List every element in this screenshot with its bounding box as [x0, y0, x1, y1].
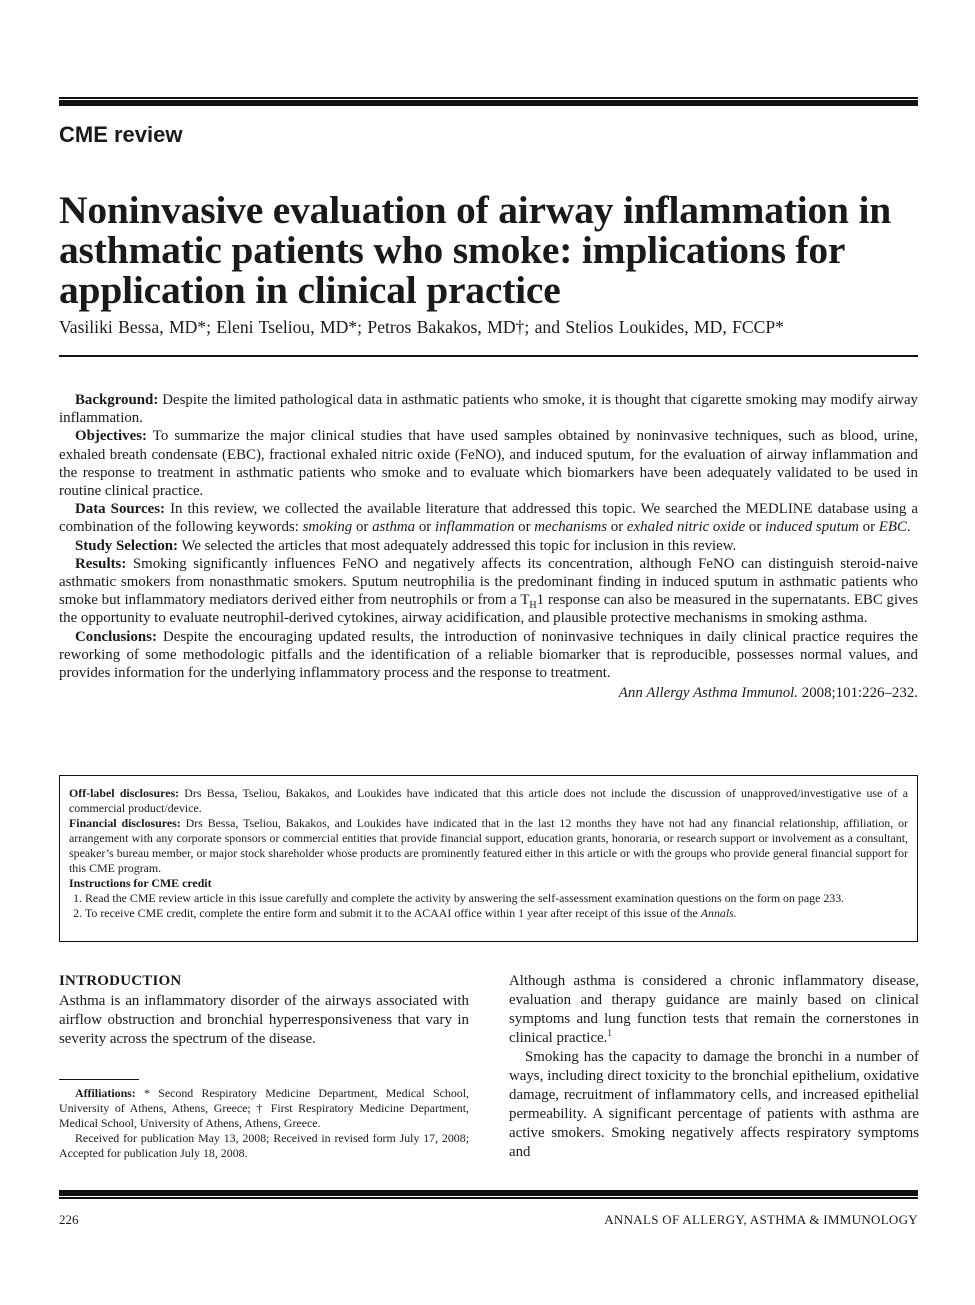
- keyword-exhaled-no: exhaled nitric oxide: [626, 519, 746, 536]
- bottom-rule: [59, 1190, 918, 1199]
- results-subscript: H: [529, 600, 537, 612]
- period: .: [906, 519, 911, 536]
- abstract-study-selection: [59, 537, 918, 555]
- affiliations-text: * Second Respiratory Medicine Department, Medical School, University of Athens, Athens, Greece; † First Respiratory Medicine Department, Medical School, University of Athens, Athens, Greece.: [59, 1086, 469, 1130]
- abstract-objectives: [59, 427, 918, 500]
- affiliations-label: Affiliations:: [75, 1086, 136, 1100]
- results-text-2: 1 response can also be measured in the supernatants. EBC gives the opportunity to evaluate neutrophil-derived cytokines, airway acidification, and plausible protective mechanisms in smoking asthma.: [59, 592, 918, 627]
- section-label: CME review: [59, 122, 183, 147]
- offlabel-label: Off-label disclosures:: [69, 786, 180, 800]
- cme-item-2-text: To receive CME credit, complete the entire form and submit it to the ACAAI office within 1 year after receipt of this issue of the: [85, 906, 701, 920]
- background-label: Background:: [75, 392, 159, 408]
- affiliations-footnote: [59, 1086, 469, 1131]
- conclusions-text: Despite the encouraging updated results, the introduction of noninvasive techniques in daily clinical practice requires the reworking of some methodologic pitfalls and the identification of a reliable biomarker that is reproducible, possesses normal values, and provides information for the underlying inflammatory process and the response to treatment.: [59, 628, 918, 682]
- cme-heading: [69, 876, 908, 891]
- disclosure-box: [59, 775, 918, 942]
- citation-ref: 2008;101:226–232.: [798, 685, 918, 702]
- author-list: Vasiliki Bessa, MD*; Eleni Tseliou, MD*; Petros Bakakos, MD†; and Stelios Loukides, MD, FCCP*: [59, 317, 784, 337]
- introduction-heading: INTRODUCTION: [59, 973, 182, 989]
- datasources-text: In this review, we collected the available literature that addressed this topic. We searched the MEDLINE database using a combination of the following keywords:: [59, 501, 918, 536]
- footnotes: [59, 1079, 469, 1161]
- financial-disclosure: [69, 816, 908, 876]
- top-rule: [59, 97, 918, 106]
- conclusions-label: Conclusions:: [75, 628, 157, 645]
- abstract: [59, 391, 918, 702]
- or-word: or: [514, 519, 535, 536]
- cme-item-2-journal: Annals.: [700, 906, 737, 920]
- background-text: Despite the limited pathological data in asthmatic patients who smoke, it is thought that cigarette smoking may modify airway inflammation.: [59, 392, 918, 427]
- intro-paragraph: Asthma is an inflammatory disorder of the airways associated with airflow obstruction and bronchial hyperresponsiveness that vary in severity across the spectrum of the disease.: [59, 993, 469, 1047]
- citation-journal: Ann Allergy Asthma Immunol.: [618, 685, 799, 702]
- cme-heading-text: Instructions for CME credit: [69, 876, 212, 890]
- results-label: Results:: [75, 555, 127, 572]
- keyword-smoking: smoking: [302, 519, 353, 536]
- body-paragraph: Smoking has the capacity to damage the bronchi in a number of ways, including direct toxicity to the bronchial epithelium, oxidative damage, recruitment of inflammatory cells, and increased epithelial permeability. A significant percentage of patients with asthma are active smokers. Smoking negatively affects respiratory symptoms and: [509, 1049, 919, 1160]
- body-paragraph: [509, 972, 919, 1048]
- received-footnote: Received for publication May 13, 2008; Received in revised form July 17, 2008; Accepted for publication July 18, 2008.: [59, 1131, 469, 1160]
- keyword-mechanisms: mechanisms: [534, 519, 608, 536]
- studysel-text: We selected the articles that most adequately addressed this topic for inclusion in this review.: [178, 537, 737, 554]
- keyword-induced-sputum: induced sputum: [765, 519, 859, 536]
- objectives-text: To summarize the major clinical studies that have used samples obtained by noninvasive techniques, such as blood, urine, exhaled breath condensate (EBC), fractional exhaled nitric oxide (FeNO), and induced sputum, for the evaluation of airway inflammation and the response to treatment in asthmatic patients who smoke and to evaluate which biomarkers have been adequately validated to be used in routine clinical practice.: [59, 428, 918, 500]
- page-number: 226: [59, 1212, 79, 1227]
- or-word: or: [352, 519, 373, 536]
- abstract-citation: [59, 684, 918, 702]
- abstract-conclusions: [59, 628, 918, 683]
- keyword-ebc: EBC: [878, 519, 907, 536]
- keyword-asthma: asthma: [372, 519, 416, 536]
- or-word: or: [858, 519, 879, 536]
- right-column: [509, 972, 919, 1162]
- results-text-1: Smoking significantly influences FeNO and negatively affects its concentration, although FeNO can distinguish steroid-naive asthmatic smokers from nonasthmatic smokers. Sputum neutrophilia is the predominant finding in induced sputum in asthmatic patients who smoke but inflammatory mediators derived either from neutrophils or from a T: [59, 555, 918, 609]
- datasources-label: Data Sources:: [75, 501, 165, 518]
- keyword-inflammation: inflammation: [434, 519, 515, 536]
- or-word: or: [745, 519, 766, 536]
- abstract-results: [59, 555, 918, 628]
- financial-text: Drs Bessa, Tseliou, Bakakos, and Loukides have indicated that in the last 12 months they have not had any financial relationship, affiliation, or arrangement with any corporate sponsors or commercial entities that provide financial support, education grants, honoraria, or research support or involvement as a consultant, speaker’s bureau member, or major stock shareholder whose products are prominently featured either in this article or with the groups who provide general financial support for this CME program.: [69, 816, 909, 875]
- or-word: or: [607, 519, 627, 536]
- footnote-rule: [59, 1079, 139, 1080]
- cme-instruction-item: [85, 906, 908, 921]
- objectives-label: Objectives:: [75, 428, 147, 445]
- or-word: or: [415, 519, 435, 536]
- abstract-background: [59, 391, 918, 427]
- article-title: Noninvasive evaluation of airway inflammation in asthmatic patients who smoke: implications for application in clinical practice: [59, 188, 892, 312]
- financial-label: Financial disclosures:: [69, 816, 181, 830]
- body-paragraph-text: Although asthma is considered a chronic inflammatory disease, evaluation and therapy guidance are mainly based on clinical symptoms and lung function tests that remain the cornerstones in clinical practice.: [509, 973, 919, 1046]
- left-column: [59, 972, 469, 1049]
- offlabel-disclosure: [69, 786, 908, 816]
- author-rule: [59, 355, 918, 357]
- offlabel-text: Drs Bessa, Tseliou, Bakakos, and Loukides have indicated that this article does not include the discussion of unapproved/investigative use of a commercial product/device.: [69, 786, 908, 815]
- abstract-data-sources: [59, 500, 918, 536]
- cme-instruction-item: 1. Read the CME review article in this issue carefully and complete the activity by answering the self-assessment examination questions on the form on page 233.: [85, 891, 908, 906]
- cme-instructions-list: [69, 891, 908, 921]
- journal-name: ANNALS OF ALLERGY, ASTHMA & IMMUNOLOGY: [604, 1212, 918, 1227]
- reference-superscript: 1: [607, 1028, 612, 1039]
- studysel-label: Study Selection:: [75, 537, 178, 554]
